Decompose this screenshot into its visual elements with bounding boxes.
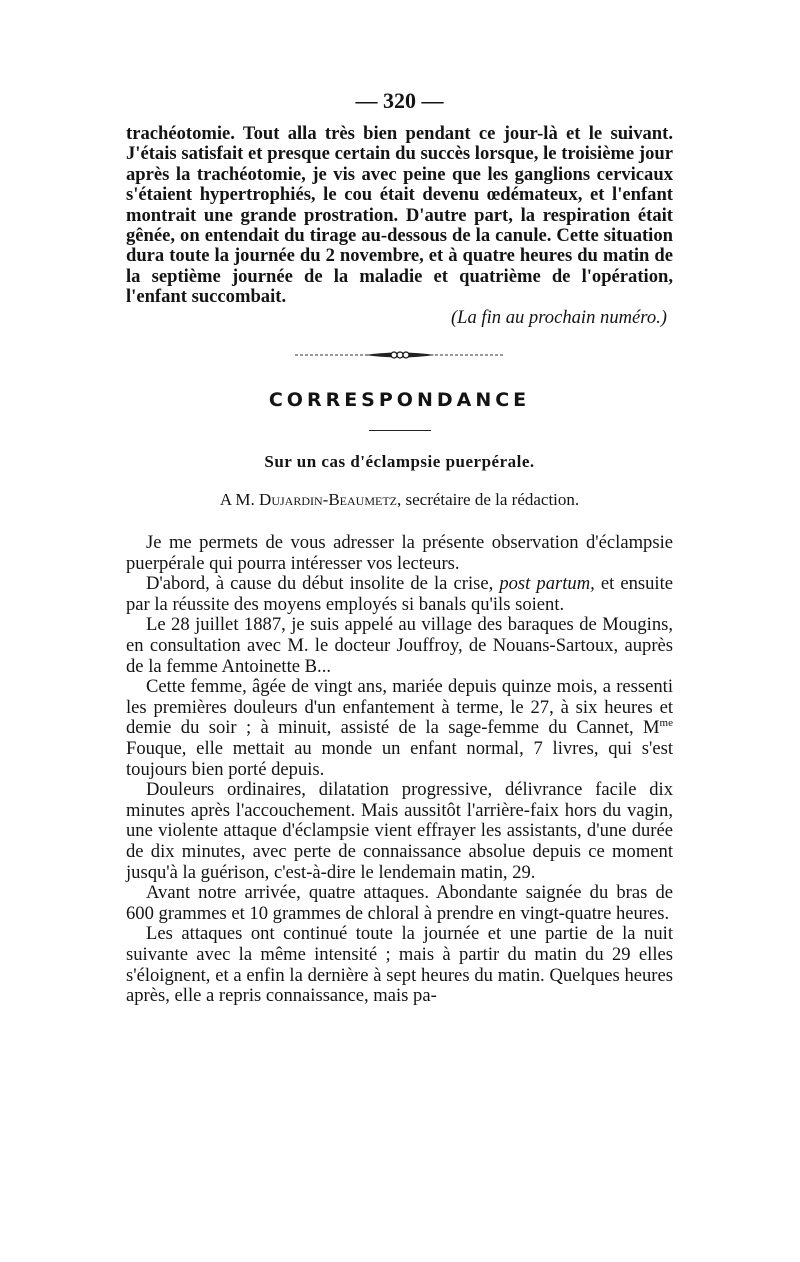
letter-paragraph-1: Je me permets de vous adresser la présente observation d'éclampsie puerpérale qui pourra intéresser vos lecteurs. (126, 532, 673, 574)
opening-paragraph: trachéotomie. Tout alla très bien pendant ce jour-là et le suivant. J'étais satisfait et presque certain du succès lorsque, le troisième jour après la trachéotomie, je vis avec peine que les ganglions cervicaux s'étaient hypertrophiés, le cou était devenu œdémateux, et l'enfant montrait une grande prostration. D'autre part, la respiration était gênée, on entendait du tirage au-dessous de la canule. Cette situation dura toute la journée du 2 novembre, et à quatre heures du matin de la septième journée de la maladie et quatrième de l'opération, l'enfant succombait. (126, 123, 673, 308)
p2-text-b: et ensuite par la réussite des moyens employés si banals qu'ils soient. (126, 573, 674, 615)
article-title: Sur un cas d'éclampsie puerpérale. (264, 452, 535, 472)
p4-text-a: Cette femme, âgée de vingt ans, mariée depuis quinze mois, a ressenti les premières douleurs d'un enfantement à terme, le 27, à six heures et demie du soir ; à minuit, assisté de la sage-femme du Cannet, M (126, 676, 673, 739)
p4-superscript: me (659, 717, 673, 730)
address-prefix: A M. (219, 490, 255, 510)
address-role: secrétaire de la rédaction. (405, 490, 580, 510)
ornamental-divider (295, 348, 505, 362)
page-number: — 320 — (355, 88, 444, 113)
letter-paragraph-4 (126, 677, 673, 780)
letter-paragraph-2 (126, 574, 673, 615)
letter-paragraph-3: Le 28 juillet 1887, je suis appelé au village des baraques de Mougins, en consultation avec M. le docteur Jouffroy, de Nouans-Sartoux, auprès de la femme Antoinette B... (126, 614, 673, 677)
p2-text-a: D'abord, à cause du début insolite de la crise, (146, 573, 494, 595)
letter-body (126, 533, 673, 1007)
p2-italic-term: post partum, (499, 573, 595, 595)
letter-paragraph-7: Les attaques ont continué toute la journée et une partie de la nuit suivante avec la même intensité ; mais à partir du matin du 29 elles s'éloignent, et a enfin la dernière à sept heures du matin. Quelques heures après, elle a repris connaissance, mais pa- (126, 923, 673, 1007)
address-line (126, 489, 673, 511)
section-heading: CORRESPONDANCE (268, 389, 531, 412)
continuation-note: (La fin au prochain numéro.) (450, 306, 667, 328)
heading-rule (369, 430, 431, 431)
letter-paragraph-6: Avant notre arrivée, quatre attaques. Abondante saignée du bras de 600 grammes et 10 grammes de chloral à prendre en vingt-quatre heures. (126, 882, 673, 924)
letter-paragraph-5: Douleurs ordinaires, dilatation progressive, délivrance facile dix minutes après l'accouchement. Mais aussitôt l'arrière-faix hors du vagin, une violente attaque d'éclampsie vient effrayer les assistants, d'une durée de dix minutes, avec perte de connaissance absolue depuis ce moment jusqu'à la guérison, c'est-à-dire le lendemain matin, 29. (126, 779, 673, 883)
address-name: Dujardin-Beaumetz, (259, 490, 402, 510)
p4-text-b: Fouque, elle mettait au monde un enfant normal, 7 livres, qui s'est toujours bien porté depuis. (126, 738, 673, 780)
book-page (126, 88, 673, 1007)
